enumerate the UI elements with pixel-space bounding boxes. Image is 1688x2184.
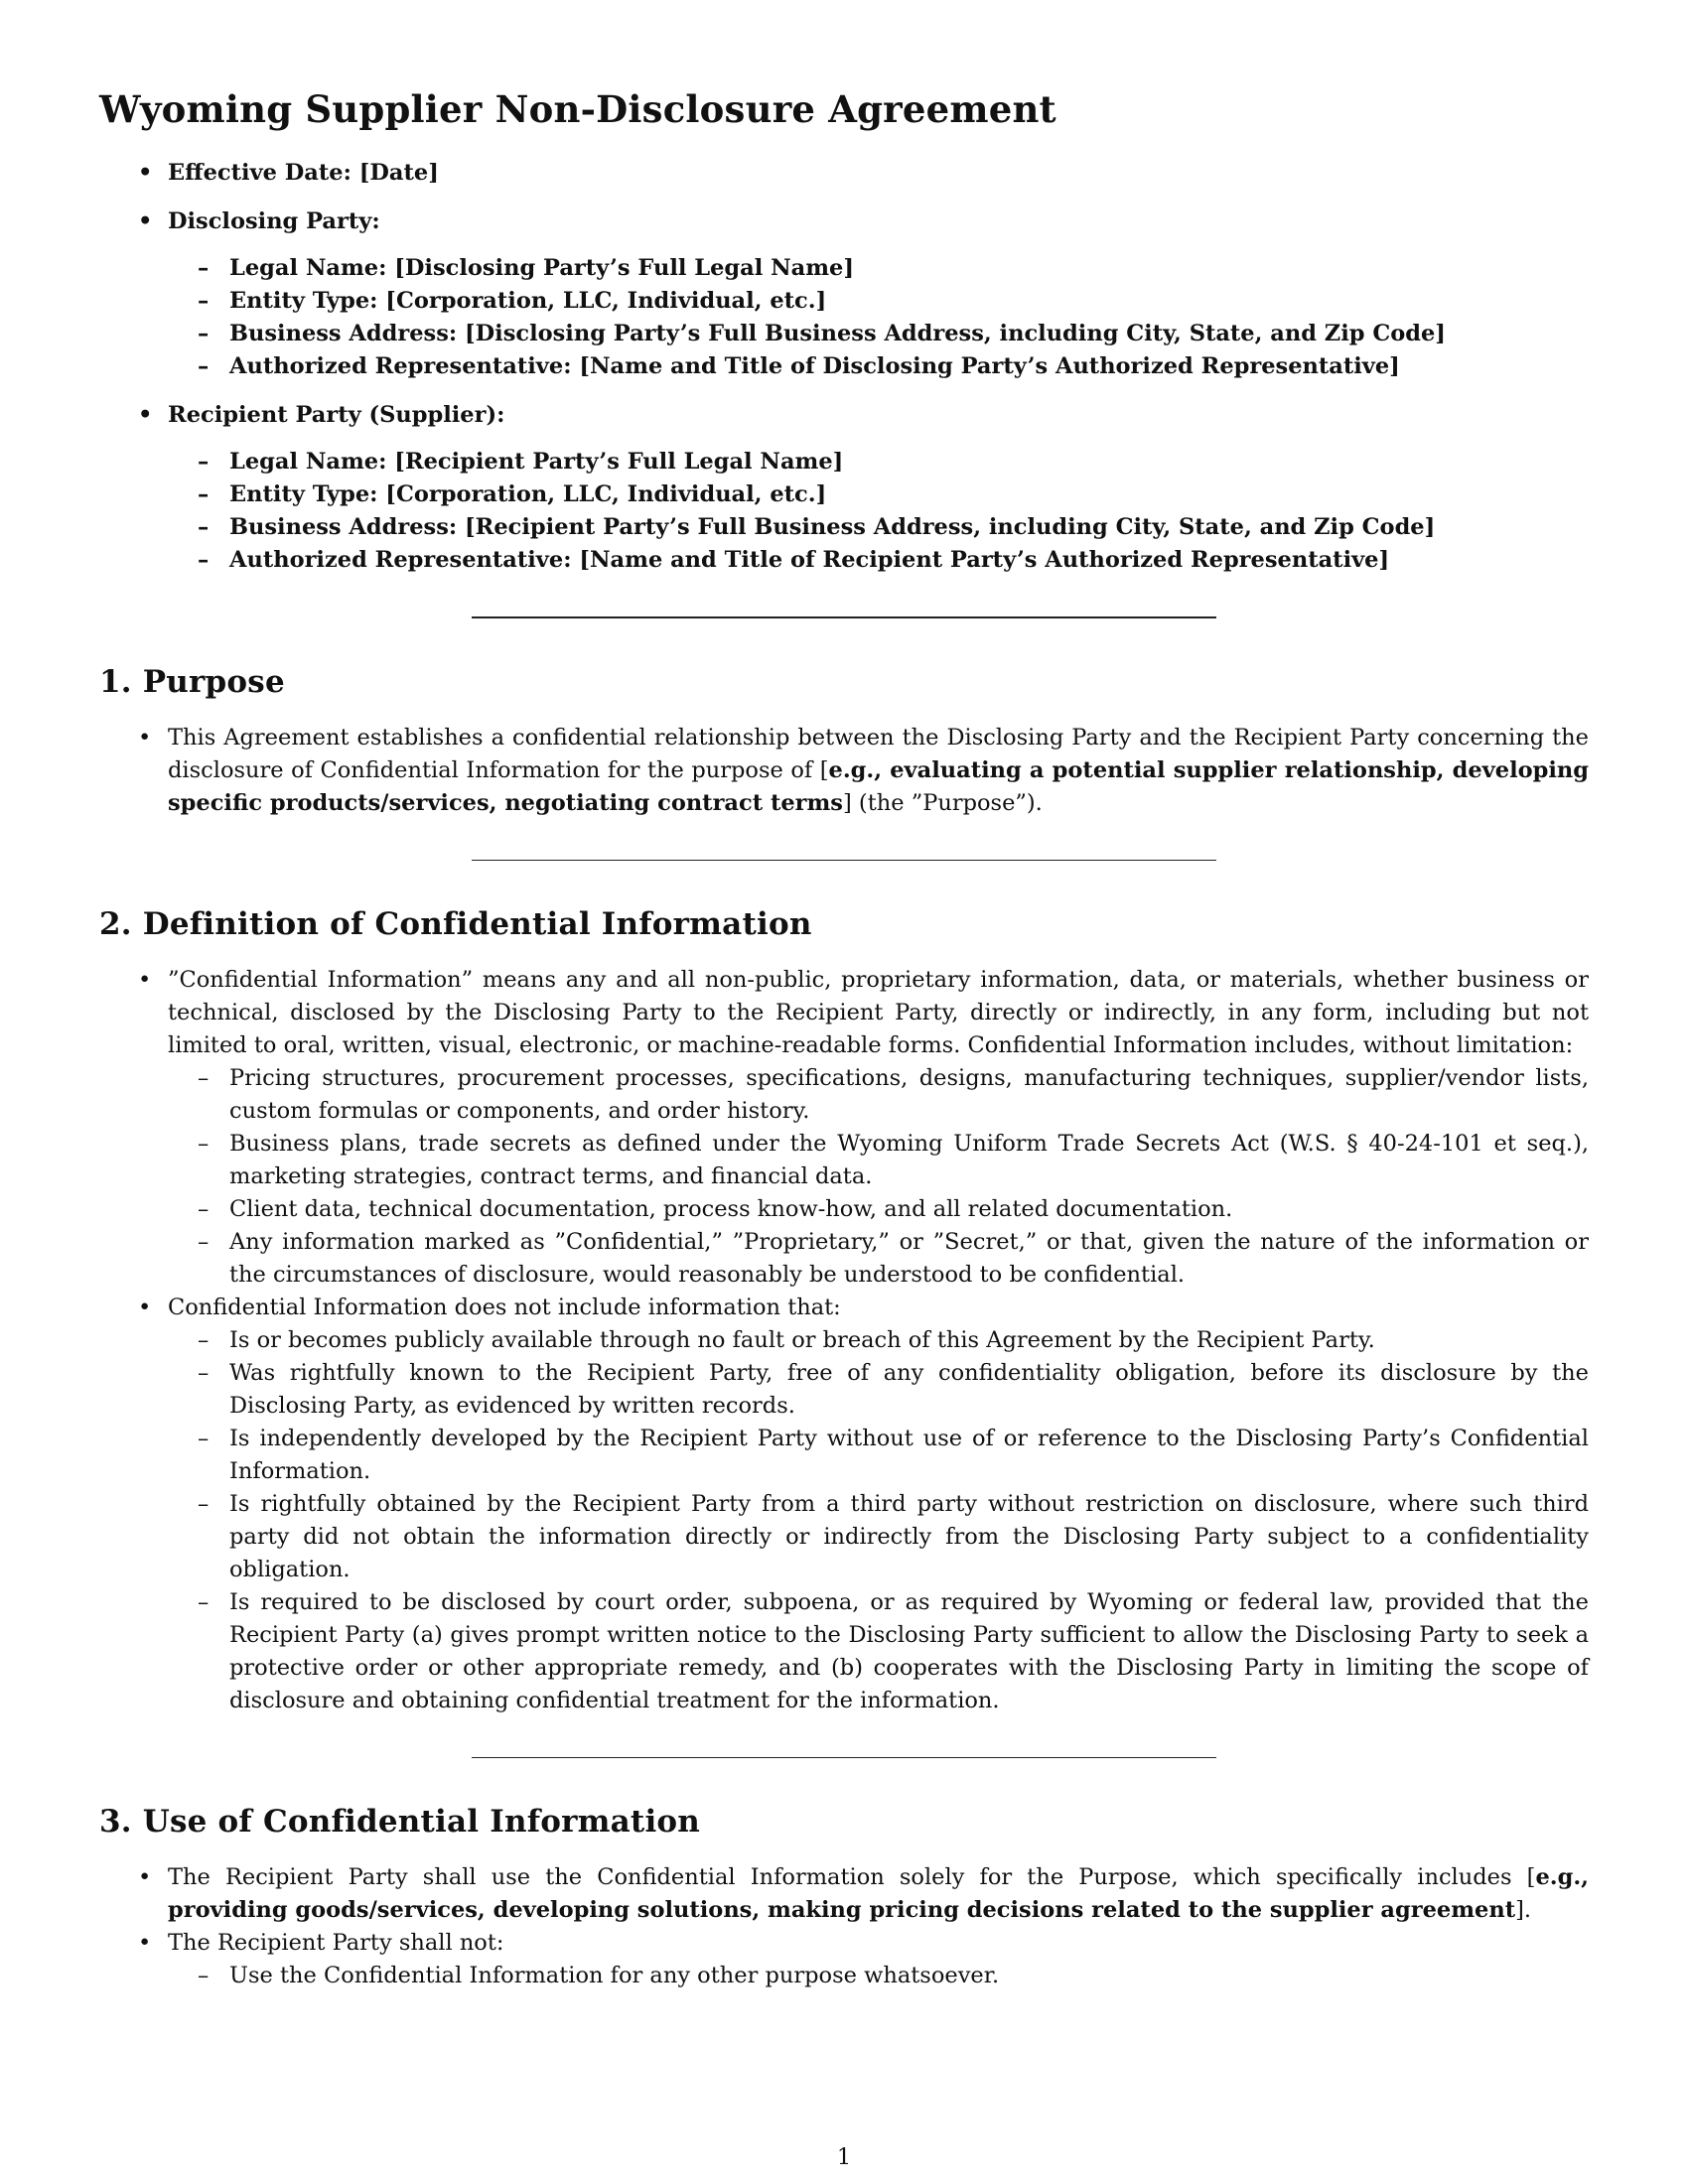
effective-date-label: Effective Date: [168, 160, 352, 186]
document-title: Wyoming Supplier Non-Disclosure Agreement [99, 87, 1056, 131]
page-number: 1 [836, 2144, 852, 2170]
field-label: Business Address: [229, 321, 458, 346]
field-value: [Corporation, LLC, Individual, etc.] [385, 481, 827, 507]
disclosing-entity-type [99, 285, 1589, 318]
use-text: The Recipient Party shall use the Confidential Information solely for the Purpose, which specifically includes [168, 1864, 1527, 1890]
purpose-text: This Agreement establishes a confidential relationship between the Disclosing Party and the Recipient Party concerning the disclosure of Confidential Information for the purpose of [168, 725, 1589, 783]
includes-item: – Pricing structures, procurement processes, specifications, designs, manufacturing techniques, supplier/vendor lists, custom formulas or components, and order history. [99, 1062, 1589, 1128]
exclusion-item: – Is rightfully obtained by the Recipient Party from a third party without restriction on disclosure, where such third party did not obtain the information directly or indirectly from the Disclosing Party subject to a confidentiality obligation. [99, 1488, 1589, 1586]
includes-item: – Any information marked as ”Confidential,” ”Proprietary,” or ”Secret,” or that, given the nature of the information or the circumstances of disclosure, would reasonably be understood to be confidential. [99, 1226, 1589, 1292]
field-label: Entity Type: [229, 481, 378, 507]
recipient-party [99, 399, 1589, 432]
effective-date [99, 157, 1589, 190]
field-value: [Recipient Party’s Full Business Address, including City, State, and Zip Code] [465, 514, 1436, 540]
field-value: [Recipient Party’s Full Legal Name] [394, 449, 844, 475]
section-divider [472, 1757, 1216, 1758]
section-divider [472, 860, 1216, 861]
field-label: Authorized Representative: [229, 547, 572, 573]
use-placeholder: e.g., providing goods/services, developing solutions, making pricing decisions related to the supplier agreement [168, 1864, 1589, 1923]
effective-date-value: [Date] [358, 160, 439, 186]
section-3-list [99, 1861, 1589, 1992]
recipient-party-label: Recipient Party (Supplier): [168, 402, 505, 428]
section-1-heading: 1. Purpose [99, 664, 285, 700]
field-label: Authorized Representative: [229, 353, 572, 379]
field-value: [Name and Title of Recipient Party’s Authorized Representative] [579, 547, 1390, 573]
recipient-authorized-rep [99, 544, 1589, 577]
exclusion-item: – Is required to be disclosed by court order, subpoena, or as required by Wyoming or federal law, provided that the Recipient Party (a) gives prompt written notice to the Disclosing Party sufficient to allow the Disclosing Party to seek a protective order or other appropriate remedy, and (b) cooperates with the Disclosing Party in limiting the scope of disclosure and obtaining confidential treatment for the information. [99, 1586, 1589, 1717]
disclosing-business-address [99, 318, 1589, 350]
purpose-paragraph [99, 722, 1589, 820]
field-label: Business Address: [229, 514, 458, 540]
purpose-placeholder: e.g., evaluating a potential supplier relationship, developing specific products/services, negotiating contract terms [168, 757, 1589, 816]
section-2-heading: 2. Definition of Confidential Information [99, 906, 812, 942]
disclosing-legal-name [99, 252, 1589, 285]
parties-list [99, 157, 1589, 577]
section-3-heading: 3. Use of Confidential Information [99, 1804, 701, 1840]
exclusion-item: – Was rightfully known to the Recipient Party, free of any confidentiality obligation, before its disclosure by the Disclosing Party, as evidenced by written records. [99, 1357, 1589, 1423]
section-1-list [99, 722, 1589, 820]
recipient-entity-type [99, 478, 1589, 511]
disclosing-party [99, 205, 1589, 238]
field-value: [Disclosing Party’s Full Legal Name] [394, 255, 854, 281]
bracket: [ [819, 757, 829, 783]
includes-item: – Business plans, trade secrets as defined under the Wyoming Uniform Trade Secrets Act (W.S. § 40-24-101 et seq.), marketing strategies, contract terms, and financial data. [99, 1128, 1589, 1193]
section-divider [472, 616, 1216, 618]
field-label: Entity Type: [229, 288, 378, 314]
purpose-text-end: ] (the ”Purpose”). [842, 790, 1043, 816]
bracket: [ [1526, 1864, 1536, 1890]
field-value: [Disclosing Party’s Full Business Address, including City, State, and Zip Code] [465, 321, 1446, 346]
exclusion-item: – Is or becomes publicly available through no fault or breach of this Agreement by the Recipient Party. [99, 1324, 1589, 1357]
use-paragraph [99, 1861, 1589, 1927]
use-text-end: ]. [1515, 1897, 1532, 1923]
confidential-info-definition: • ”Confidential Information” means any and all non-public, proprietary information, data, or materials, whether business or technical, disclosed by the Disclosing Party to the Recipient Party, directly or indirectly, in any form, including but not limited to oral, written, visual, electronic, or machine-readable forms. Confidential Information includes, without limitation: [99, 964, 1589, 1062]
recipient-legal-name [99, 446, 1589, 478]
field-label: Legal Name: [229, 255, 387, 281]
field-value: [Corporation, LLC, Individual, etc.] [385, 288, 827, 314]
document-page [99, 87, 1589, 1992]
disclosing-authorized-rep [99, 350, 1589, 383]
field-value: [Name and Title of Disclosing Party’s Authorized Representative] [579, 353, 1400, 379]
shall-not-item: – Use the Confidential Information for any other purpose whatsoever. [99, 1960, 1589, 1992]
recipient-business-address [99, 511, 1589, 544]
section-2-list [99, 964, 1589, 1717]
field-label: Legal Name: [229, 449, 387, 475]
disclosing-party-label: Disclosing Party: [168, 208, 380, 234]
shall-not-intro: • The Recipient Party shall not: [99, 1927, 1589, 1960]
includes-item: – Client data, technical documentation, process know-how, and all related documentation. [99, 1193, 1589, 1226]
exclusion-item: – Is independently developed by the Recipient Party without use of or reference to the Disclosing Party’s Confidential Information. [99, 1423, 1589, 1488]
exclusions-intro: • Confidential Information does not include information that: [99, 1292, 1589, 1324]
